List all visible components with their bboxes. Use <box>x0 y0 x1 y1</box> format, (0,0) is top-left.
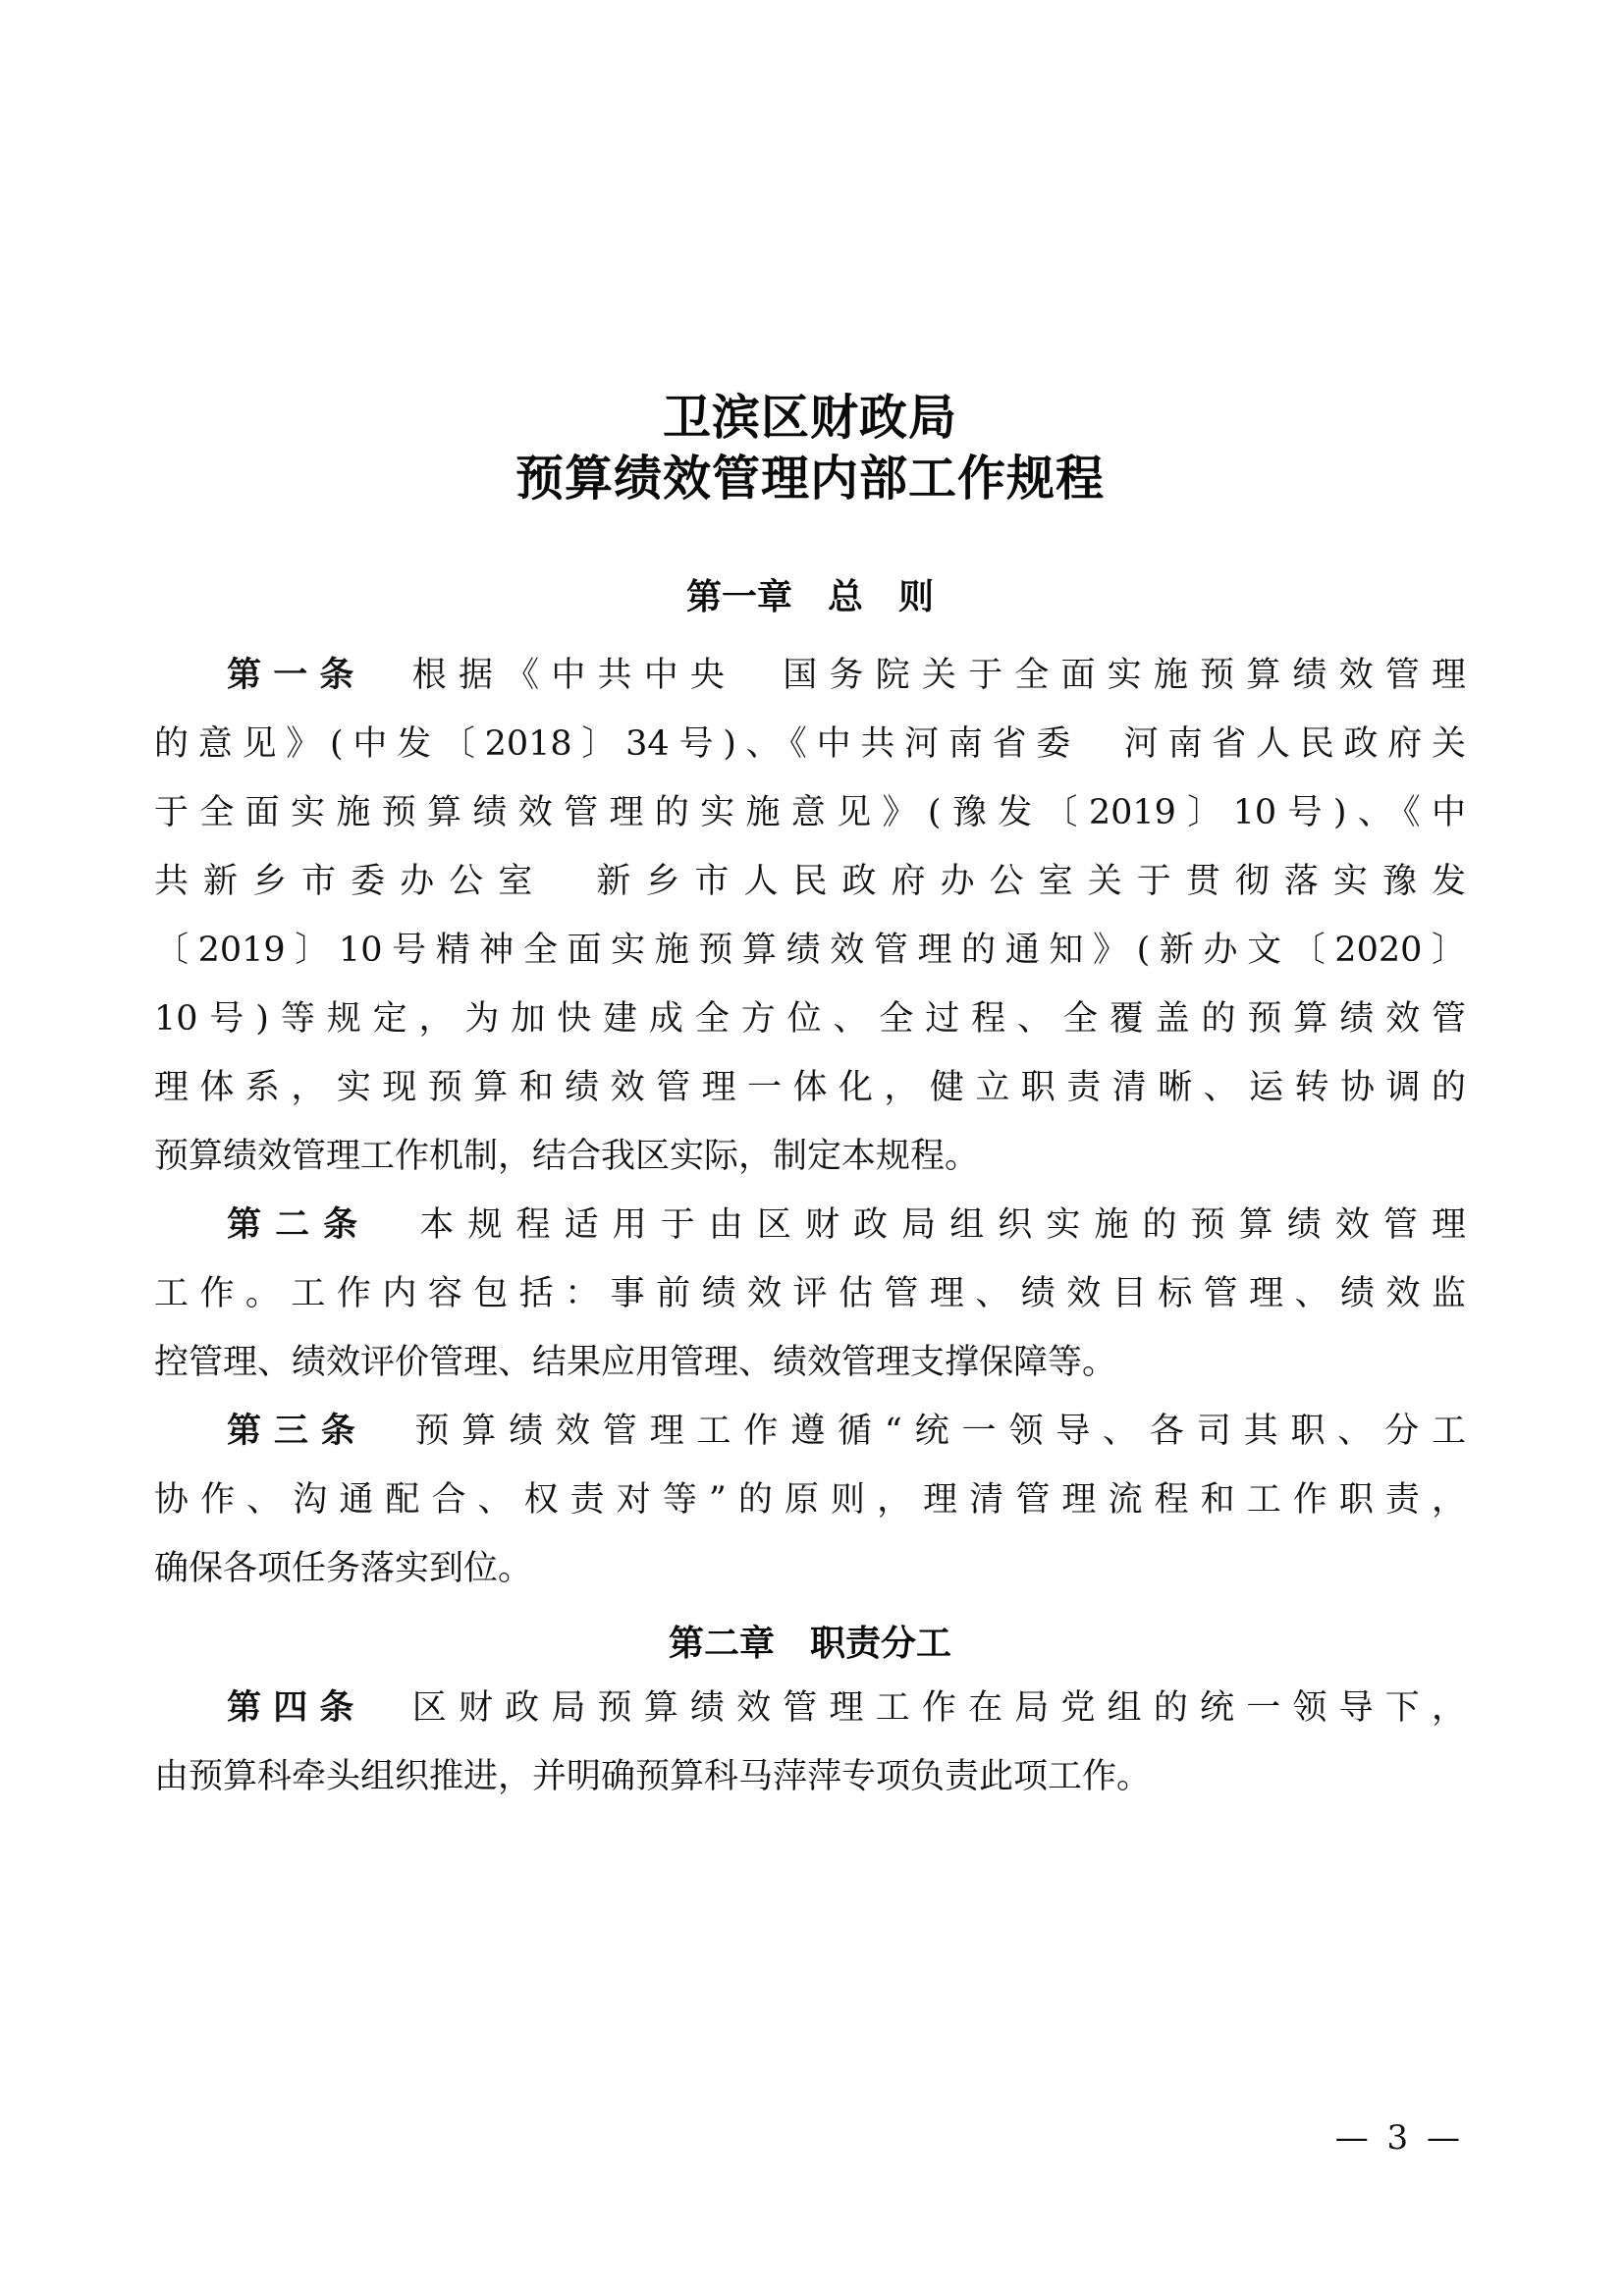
article-1-line-1-text: 根据《中共中央 国务院关于全面实施预算绩效管理 <box>365 656 1466 695</box>
article-1-line-4: 共新乡市委办公室 新乡市人民政府办公室关于贯彻落实豫发 <box>154 862 1466 901</box>
article-1-line-6: 10号)等规定，为加快建成全方位、全过程、全覆盖的预算绩效管 <box>154 999 1466 1039</box>
article-2-line-3: 控管理、绩效评价管理、结果应用管理、绩效管理支撑保障等。 <box>154 1343 1117 1382</box>
article-4-line-1-text: 区财政局预算绩效管理工作在局党组的统一领导下， <box>365 1688 1466 1728</box>
article-3-line-1-text: 预算绩效管理工作遵循“统一领导、各司其职、分工 <box>367 1412 1466 1451</box>
page-content <box>154 0 1466 2296</box>
article-4-label: 第四条 <box>227 1688 366 1728</box>
article-4-line-1 <box>154 1674 1466 1742</box>
article-1 <box>154 641 1466 1191</box>
article-3-label: 第三条 <box>227 1412 368 1451</box>
document-title <box>154 388 1466 509</box>
article-1-line-2: 的意见》(中发〔2018〕34号)、《中共河南省委 河南省人民政府关 <box>154 724 1466 764</box>
article-3 <box>154 1397 1466 1603</box>
article-4-line-2: 由预算科牵头组织推进，并明确预算科马萍萍专项负责此项工作。 <box>154 1757 1152 1796</box>
page-number: — 3 — <box>1334 2118 1464 2158</box>
article-1-line-7: 理体系，实现预算和绩效管理一体化，健立职责清晰、运转协调的 <box>154 1068 1466 1107</box>
article-3-line-3: 确保各项任务落实到位。 <box>154 1549 533 1588</box>
article-1-label: 第一条 <box>227 656 366 695</box>
article-2-line-1-text: 本规程适用于由区财政局组织实施的预算绩效管理 <box>371 1205 1466 1245</box>
title-line-1: 卫滨区财政局 <box>662 390 957 446</box>
title-line-2: 预算绩效管理内部工作规程 <box>514 451 1105 507</box>
article-2-line-2: 工作。工作内容包括：事前绩效评估管理、绩效目标管理、绩效监 <box>154 1274 1466 1313</box>
article-3-line-1 <box>154 1397 1466 1466</box>
article-4 <box>154 1674 1466 1811</box>
article-3-line-2: 协作、沟通配合、权责对等”的原则，理清管理流程和工作职责， <box>154 1480 1466 1520</box>
chapter-heading-2: 第二章 职责分工 <box>668 1624 951 1664</box>
article-1-line-3: 于全面实施预算绩效管理的实施意见》(豫发〔2019〕10号)、《中 <box>154 793 1466 832</box>
article-2-line-1 <box>154 1191 1466 1259</box>
article-1-line-1 <box>154 641 1466 710</box>
article-2-label: 第二条 <box>227 1205 372 1245</box>
chapter-heading-1: 第一章 总 则 <box>685 577 934 617</box>
article-2 <box>154 1191 1466 1397</box>
article-1-line-8: 预算绩效管理工作机制，结合我区实际，制定本规程。 <box>154 1137 980 1176</box>
article-1-line-5: 〔2019〕10号精神全面实施预算绩效管理的通知》(新办文〔2020〕 <box>154 931 1466 970</box>
